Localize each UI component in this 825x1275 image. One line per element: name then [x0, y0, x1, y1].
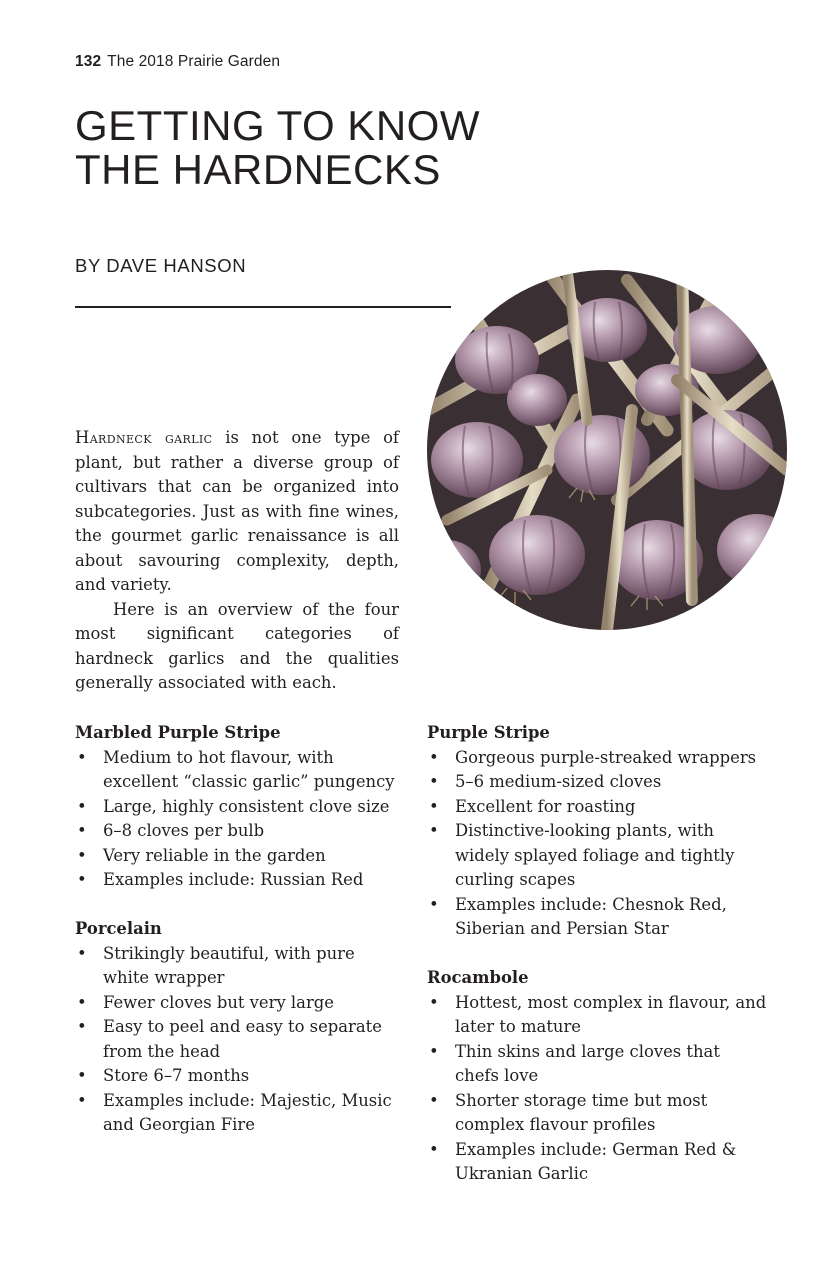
list-item: • Examples include: Majestic, Music and Georgian Fire [75, 1089, 395, 1138]
intro-paragraph-1-body: is not one type of plant, but rather a diverse group of cultivars that can be organized into subcategories. Just as with fine wines, the gourmet garlic renaissance is all about savouring complexity, depth, and variety. [75, 428, 400, 594]
byline: BY DAVE HANSON [75, 255, 247, 276]
list-item: • Easy to peel and easy to separate from the head [75, 1015, 395, 1064]
article-title [75, 104, 480, 192]
section-marbled-purple-stripe [75, 721, 395, 893]
right-column [427, 721, 767, 1187]
bullet-list [427, 746, 767, 942]
list-item: • Store 6–7 months [75, 1064, 395, 1089]
intro-paragraph-1 [75, 426, 399, 598]
bullet-list [75, 746, 395, 893]
intro-text [75, 426, 399, 696]
list-item: • Fewer cloves but very large [75, 991, 395, 1016]
left-column [75, 721, 395, 1138]
section-heading: Porcelain [75, 919, 162, 938]
section-heading: Purple Stripe [427, 723, 550, 742]
list-item: • Shorter storage time but most complex flavour profiles [427, 1089, 767, 1138]
list-item: • 6–8 cloves per bulb [75, 819, 395, 844]
list-item: • Excellent for roasting [427, 795, 767, 820]
list-item: • Thin skins and large cloves that chefs love [427, 1040, 767, 1089]
running-head [75, 53, 280, 71]
list-item: • Hottest, most complex in flavour, and later to mature [427, 991, 767, 1040]
list-item: • Medium to hot flavour, with excellent “classic garlic” pungency [75, 746, 395, 795]
list-item: • Examples include: Russian Red [75, 868, 395, 893]
list-item: • Gorgeous purple-streaked wrappers [427, 746, 767, 771]
list-item: • 5–6 medium-sized cloves [427, 770, 767, 795]
list-item: • Examples include: German Red & Ukranian Garlic [427, 1138, 767, 1187]
page-number: 132 [75, 53, 102, 70]
title-line-1: GETTING TO KNOW [75, 102, 480, 149]
section-rocambole [427, 966, 767, 1187]
publication-title: The 2018 Prairie Garden [107, 53, 281, 70]
title-line-2: THE HARDNECKS [75, 146, 441, 193]
intro-paragraph-2: Here is an overview of the four most significant categories of hardneck garlics and the qualities generally associated with each. [75, 599, 399, 692]
section-purple-stripe [427, 721, 767, 942]
list-item: • Strikingly beautiful, with pure white wrapper [75, 942, 395, 991]
title-rule [75, 306, 451, 308]
list-item: • Large, highly consistent clove size [75, 795, 395, 820]
intro-lead: Hardneck garlic [75, 428, 213, 447]
list-item: • Distinctive-looking plants, with widely splayed foliage and tightly curling scapes [427, 819, 767, 893]
section-heading: Rocambole [427, 968, 529, 987]
bullet-list [75, 942, 395, 1138]
section-heading: Marbled Purple Stripe [75, 723, 281, 742]
list-item: • Examples include: Chesnok Red, Siberian and Persian Star [427, 893, 767, 942]
section-porcelain [75, 917, 395, 1138]
bullet-list [427, 991, 767, 1187]
list-item: • Very reliable in the garden [75, 844, 395, 869]
garlic-photo [427, 270, 787, 630]
